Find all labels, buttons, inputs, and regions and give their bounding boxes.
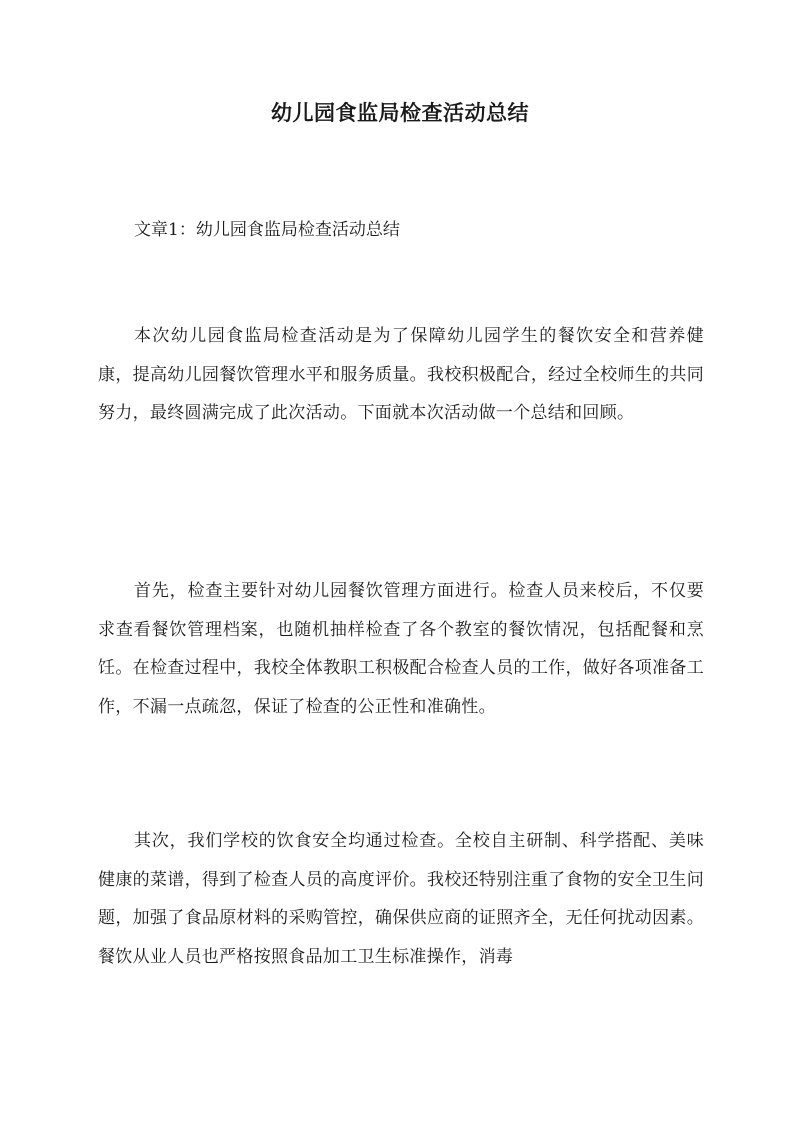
- paragraph-intro: 本次幼儿园食监局检查活动是为了保障幼儿园学生的餐饮安全和营养健康，提高幼儿园餐饮管理水平和服务质量。我校积极配合，经过全校师生的共同努力，最终圆满完成了此次活动。下面就本次活动做一个总结和回顾。: [98, 326, 704, 423]
- paragraph-first: 首先，检查主要针对幼儿园餐饮管理方面进行。检查人员来校后，不仅要求查看餐饮管理档案，也随机抽样检查了各个教室的餐饮情况，包括配餐和烹饪。在检查过程中，我校全体教职工积极配合检查人员的工作，做好各项准备工作，不漏一点疏忽，保证了检查的公正性和准确性。: [98, 581, 704, 717]
- document-title: 幼儿园食监局检查活动总结: [271, 100, 529, 125]
- paragraph-second: 其次，我们学校的饮食安全均通过检查。全校自主研制、科学搭配、美味健康的菜谱，得到了检查人员的高度评价。我校还特别注重了食物的安全卫生问题，加强了食品原材料的采购管控，确保供应商的证照齐全，无任何扰动因素。餐饮从业人员也严格按照食品加工卫生标准操作，消毒: [98, 831, 704, 967]
- article-heading: 文章1：幼儿园食监局检查活动总结: [134, 220, 400, 240]
